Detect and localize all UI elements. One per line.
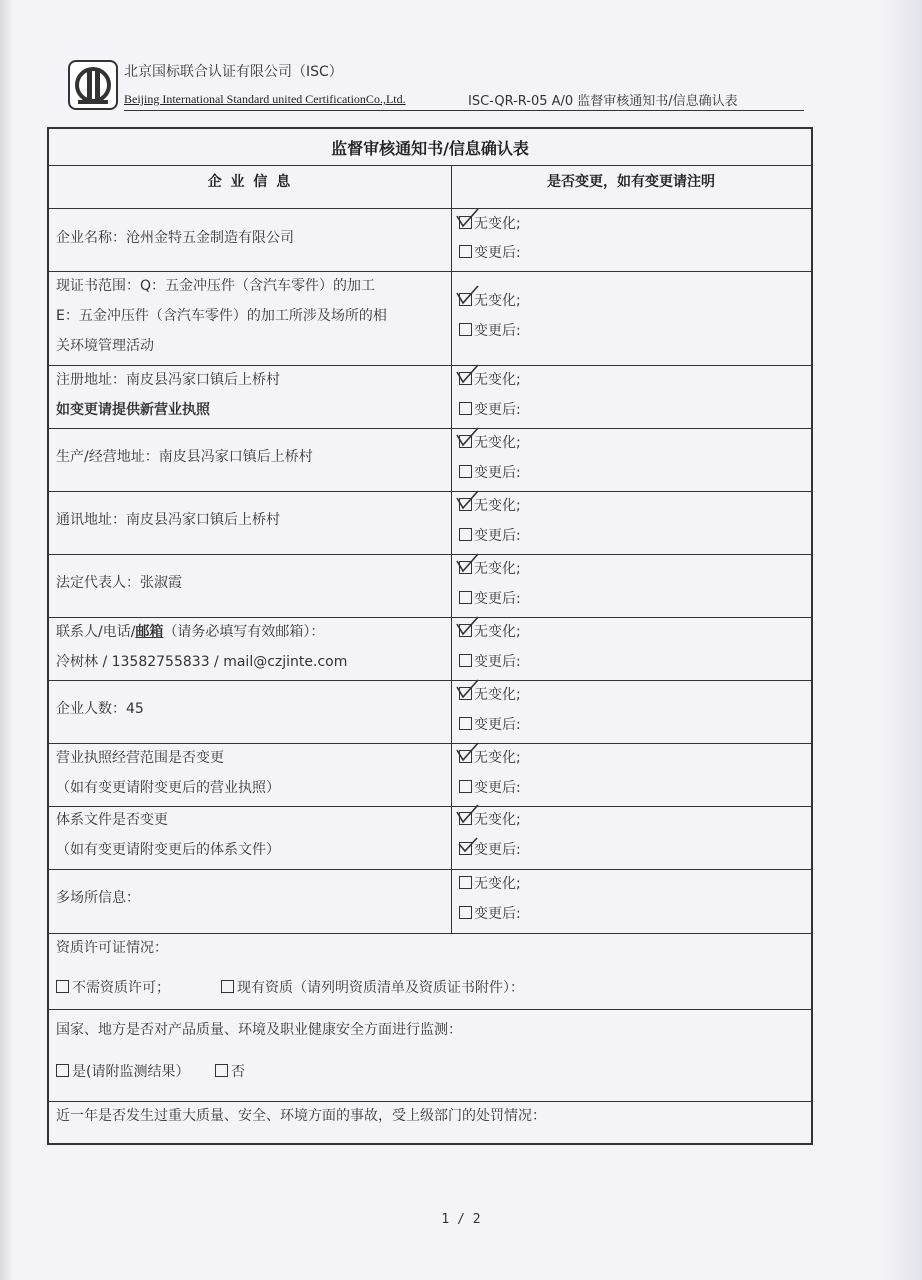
checked-checkbox[interactable] [459,372,472,385]
mailing-address-field: 通讯地址：南皮县冯家口镇后上桥村 [56,512,280,528]
row-divider [49,680,811,681]
form-title: 监督审核通知书/信息确认表 [331,139,529,158]
checked-checkbox[interactable] [459,216,472,229]
business-scope-change-field: 营业执照经营范围是否变更 [56,750,224,766]
option-changed[interactable] [459,588,521,608]
option-no-change[interactable] [459,873,521,893]
row-divider [49,428,811,429]
option-changed[interactable] [459,714,521,734]
option-label: 无变化; [474,876,521,892]
scan-edge-left [0,0,14,1280]
row-divider [49,208,811,209]
multi-site-field: 多场所信息： [56,890,140,906]
checkmark-icon [456,208,480,230]
column-divider [451,165,452,933]
checkmark-icon [456,285,480,307]
row-divider [49,869,811,870]
option-label: 变更后: [474,245,521,261]
certificate-scope-field: 现证书范围：Q：五金冲压件（含汽车零件）的加工 [56,278,376,294]
production-address-field: 生产/经营地址：南皮县冯家口镇后上桥村 [56,449,313,465]
registered-address-field: 注册地址：南皮县冯家口镇后上桥村 [56,372,280,388]
option-label: 无变化; [474,561,521,577]
option-no-change[interactable] [459,684,521,704]
contact-field-label: 联系人/电话/邮箱（请务必填写有效邮箱）： [56,624,325,640]
checkmark-icon [456,804,480,826]
header-rule [124,110,804,111]
option-no-change[interactable] [459,747,521,767]
checkbox[interactable] [459,465,472,478]
option-changed[interactable] [459,399,521,419]
company-name-en: Beijing International Standard united CertificationCo.,Ltd. [124,92,406,106]
checkmark-icon [456,553,480,575]
checkbox[interactable] [56,980,69,993]
row-divider [49,1009,811,1010]
checkbox[interactable] [459,323,472,336]
checked-checkbox[interactable] [459,750,472,763]
checkbox[interactable] [459,780,472,793]
row-divider [49,1101,811,1102]
company-name-field: 企业名称：沧州金特五金制造有限公司 [56,230,294,246]
row-divider [49,554,811,555]
employee-count-field: 企业人数：45 [56,701,144,717]
row-divider [49,165,811,166]
row-divider [49,271,811,272]
checked-checkbox[interactable] [459,293,472,306]
option-changed[interactable] [459,525,521,545]
checkbox[interactable] [459,906,472,919]
checked-checkbox[interactable] [459,498,472,511]
option-changed[interactable] [459,839,521,859]
column-header-enterprise-info: 企 业 信 息 [207,174,293,190]
checked-checkbox[interactable] [459,687,472,700]
scan-edge-right [882,0,922,1280]
option-no-qualification-required[interactable]: 不需资质许可； [56,977,170,997]
option-changed[interactable] [459,777,521,797]
option-label: 无变化; [474,372,521,388]
checkmark-icon [456,616,480,638]
option-monitoring-yes[interactable]: 是(请附监测结果） [56,1061,189,1081]
option-label: 无变化; [474,216,521,232]
checkbox[interactable] [459,654,472,667]
company-logo [68,60,118,110]
option-label: 变更后: [474,323,521,339]
checkmark-icon [456,427,480,449]
checked-checkbox[interactable] [459,812,472,825]
checkbox[interactable] [215,1064,228,1077]
checkmark-icon [456,834,480,856]
business-license-note: 如变更请提供新营业执照 [56,402,210,418]
checkbox[interactable] [56,1064,69,1077]
option-changed[interactable] [459,462,521,482]
option-label: 无变化; [474,812,521,828]
info-confirmation-form [47,127,813,1145]
option-existing-qualification[interactable]: 现有资质（请列明资质清单及资质证书附件）： [221,977,524,997]
checkbox[interactable] [459,876,472,889]
legal-representative-field: 法定代表人：张淑霞 [56,575,182,591]
option-changed[interactable] [459,651,521,671]
option-no-change[interactable] [459,369,521,389]
option-no-change[interactable] [459,495,521,515]
qualification-label: 资质许可证情况： [56,940,168,956]
checked-checkbox[interactable] [459,435,472,448]
row-divider [49,617,811,618]
option-label: 变更后: [474,528,521,544]
option-label: 变更后: [474,906,521,922]
option-no-change[interactable] [459,290,521,310]
row-divider [49,743,811,744]
row-divider [49,365,811,366]
monitoring-label: 国家、地方是否对产品质量、环境及职业健康安全方面进行监测： [56,1022,462,1038]
business-scope-change-note: （如有变更请附变更后的营业执照） [56,780,280,796]
page-number: 1 / 2 [441,1212,481,1227]
checkbox[interactable] [459,402,472,415]
row-divider [49,491,811,492]
option-no-change[interactable] [459,432,521,452]
company-name-cn: 北京国标联合认证有限公司（ISC） [124,64,343,80]
option-changed[interactable] [459,903,521,923]
option-label: 变更后: [474,717,521,733]
option-label: 无变化; [474,624,521,640]
checkbox[interactable] [459,591,472,604]
option-label: 无变化; [474,293,521,309]
checkbox[interactable] [221,980,234,993]
checked-checkbox[interactable] [459,842,472,855]
checkmark-icon [456,742,480,764]
option-label: 变更后: [474,591,521,607]
system-documents-change-field: 体系文件是否变更 [56,812,168,828]
option-monitoring-no[interactable]: 否 [215,1061,245,1081]
row-divider [49,933,811,934]
contact-value: 冷树林 / 13582755833 / mail@czjinte.com [56,654,348,670]
option-label: 变更后: [474,654,521,670]
certificate-scope-line: 关环境管理活动 [56,338,154,354]
option-label: 无变化; [474,687,521,703]
option-label: 无变化; [474,498,521,514]
checkbox[interactable] [459,717,472,730]
option-label: 变更后: [474,780,521,796]
checked-checkbox[interactable] [459,624,472,637]
option-no-change[interactable] [459,213,521,233]
checkbox[interactable] [459,528,472,541]
option-label: 变更后: [474,402,521,418]
option-label: 无变化; [474,435,521,451]
row-divider [49,806,811,807]
option-label: 变更后: [474,842,521,858]
checkmark-icon [456,679,480,701]
accidents-label: 近一年是否发生过重大质量、安全、环境方面的事故，受上级部门的处罚情况： [56,1108,546,1124]
column-header-change-status: 是否变更，如有变更请注明 [547,174,715,190]
option-label: 变更后: [474,465,521,481]
checkmark-icon [456,490,480,512]
document-code: ISC-QR-R-05 A/0 监督审核通知书/信息确认表 [468,94,738,109]
checked-checkbox[interactable] [459,561,472,574]
checkbox[interactable] [459,245,472,258]
certificate-scope-line: E：五金冲压件（含汽车零件）的加工所涉及场所的相 [56,308,387,324]
option-label: 无变化; [474,750,521,766]
option-changed[interactable] [459,320,521,340]
option-changed[interactable] [459,242,521,262]
option-no-change[interactable] [459,621,521,641]
checkmark-icon [456,364,480,386]
option-no-change[interactable] [459,558,521,578]
option-no-change[interactable] [459,809,521,829]
system-documents-change-note: （如有变更请附变更后的体系文件） [56,842,280,858]
